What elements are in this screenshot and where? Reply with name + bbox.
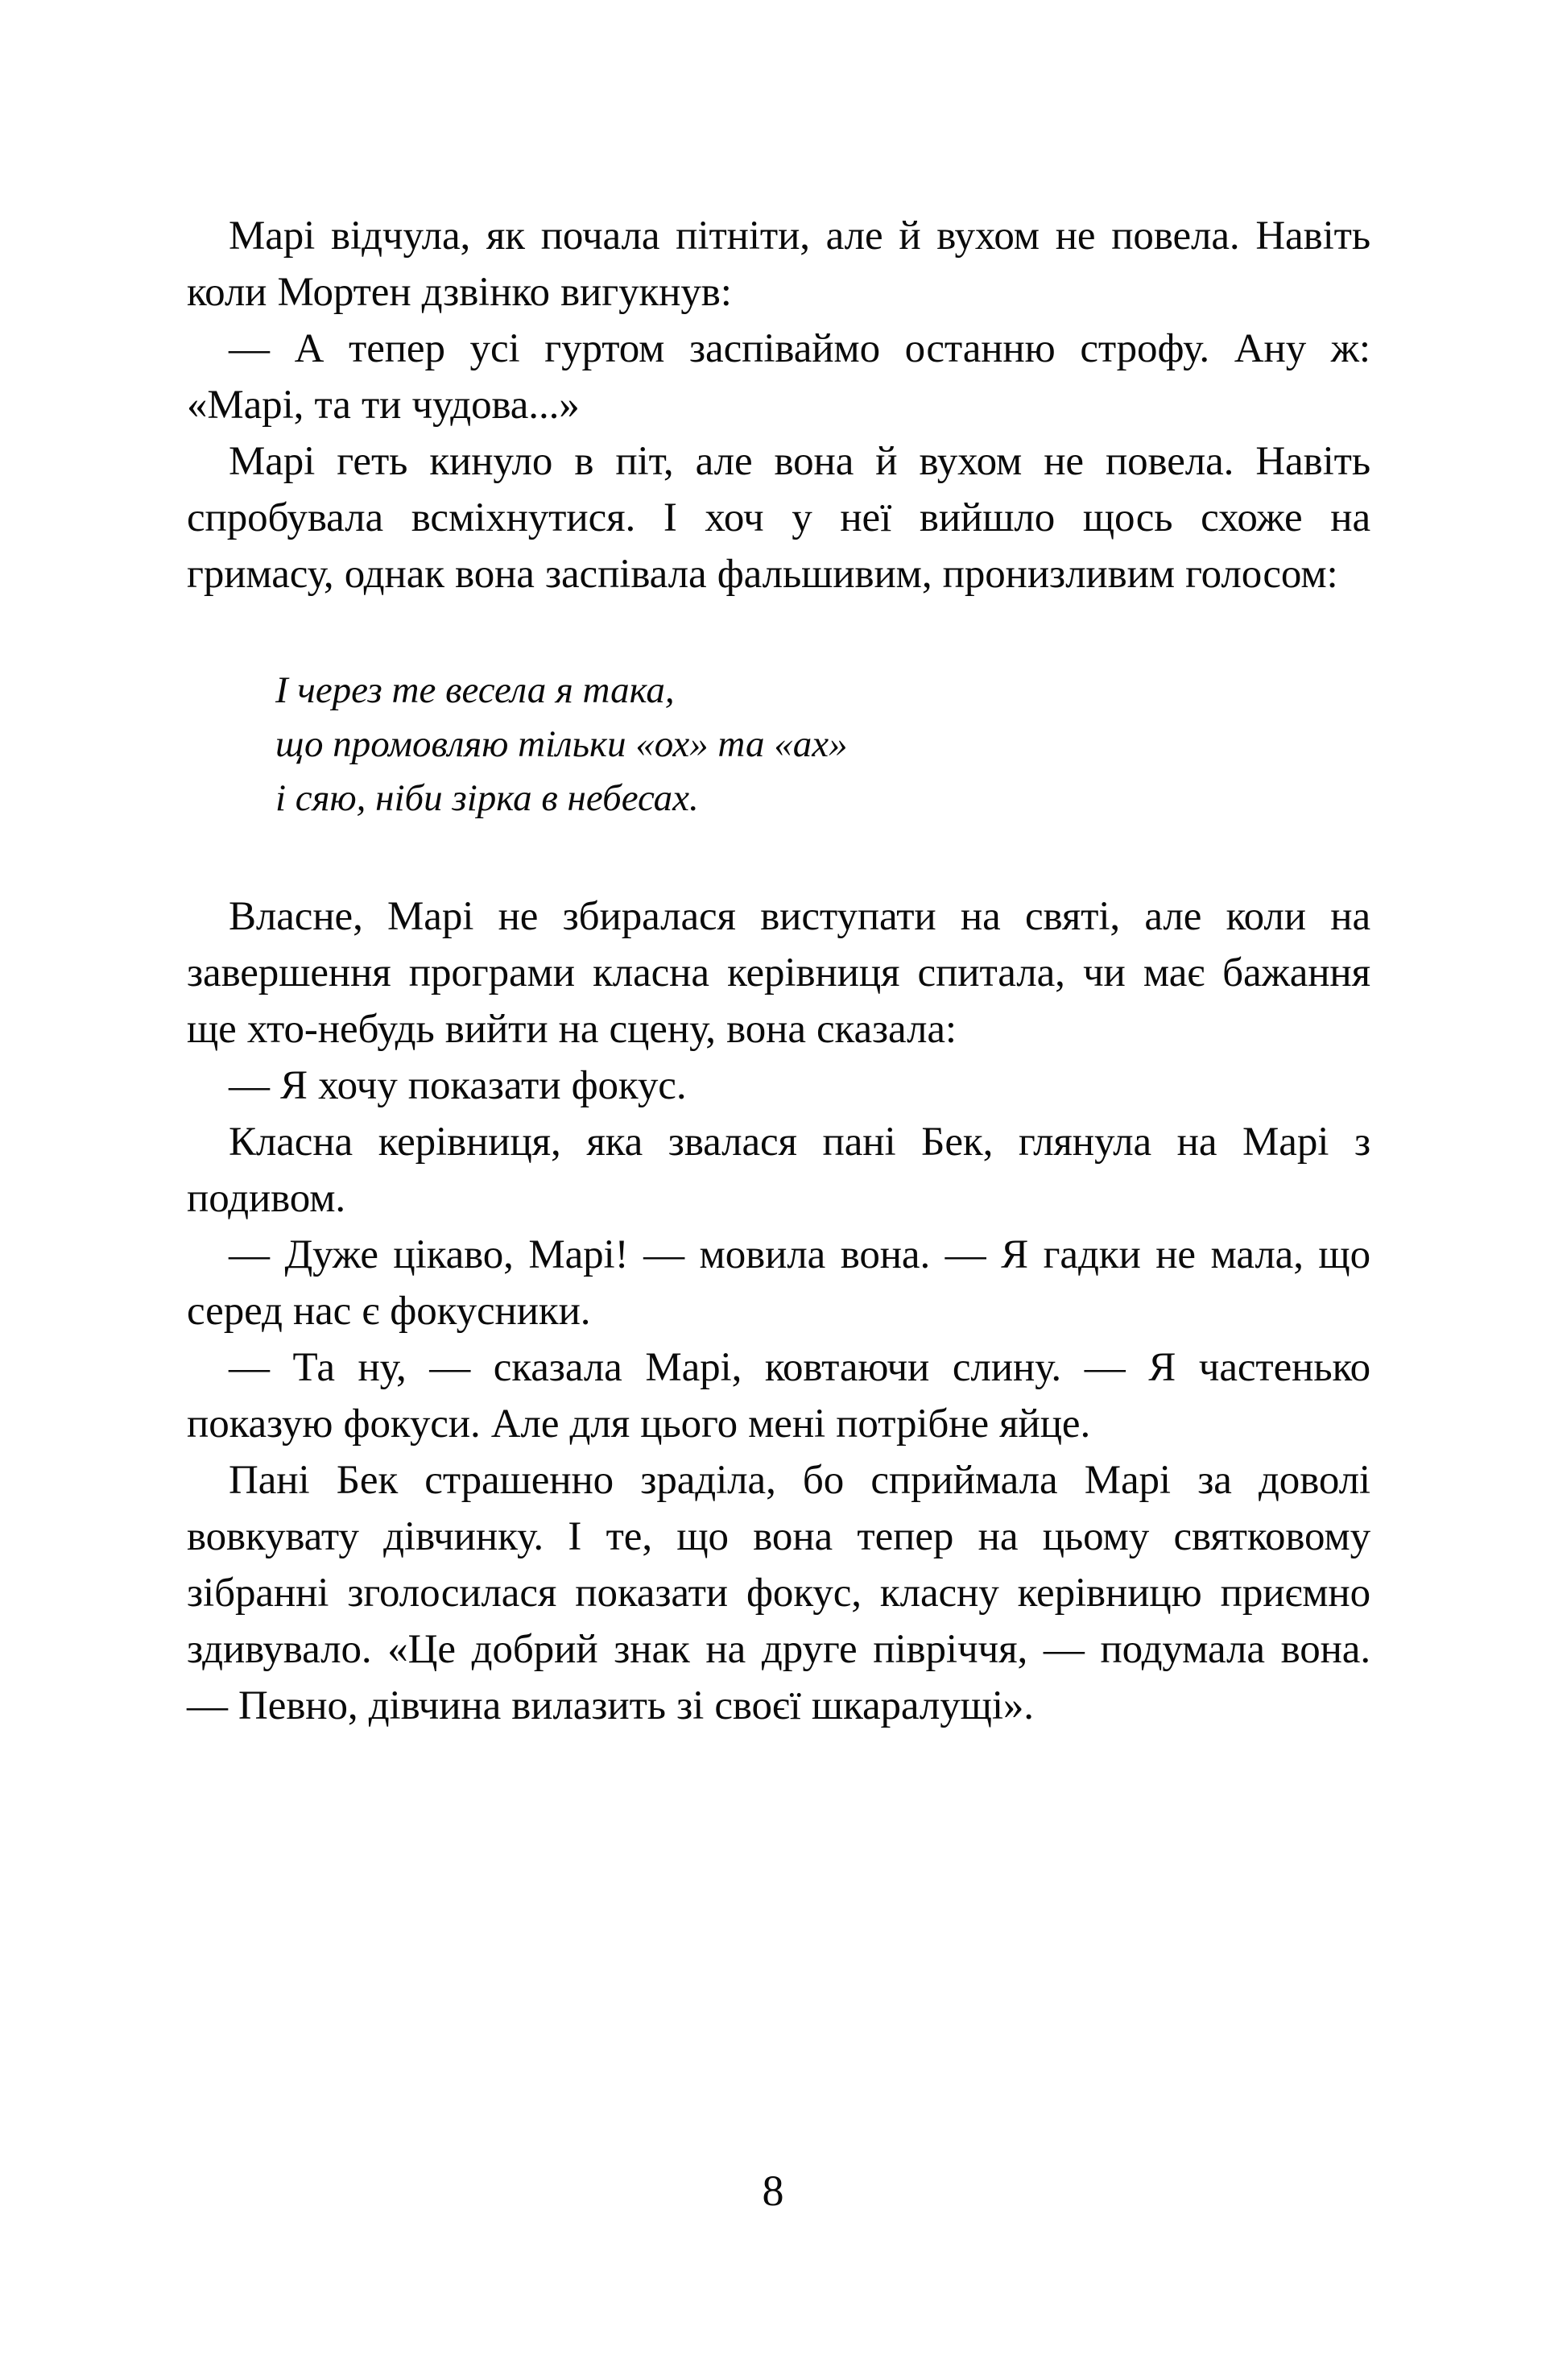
- paragraph-dialogue: — А тепер усі гуртом заспіваймо останню строфу. Ану ж: «Марі, та ти чудова...»: [187, 326, 1370, 428]
- verse-stanza: [187, 602, 1370, 888]
- page-number: 8: [762, 2167, 784, 2215]
- paragraph-dialogue: — Дуже цікаво, Марі! — мовила вона. — Я гадки не мала, що серед нас є фокусники.: [187, 1232, 1370, 1334]
- verse-line: і сяю, ніби зірка в небесах.: [275, 777, 699, 819]
- paragraph-dialogue: — Та ну, — сказала Марі, ковтаючи слину. — Я частенько показую фокуси. Але для цього мені потрібне яйце.: [187, 1345, 1370, 1447]
- paragraph-narrative: Класна керівниця, яка звалася пані Бек, глянула на Марі з подивом.: [187, 1120, 1370, 1221]
- page-text-block: [187, 208, 1370, 1734]
- verse-line: І через те весела я така,: [275, 669, 675, 711]
- paragraph-narrative: Марі відчула, як почала пітніти, але й вухом не повела. Навіть коли Мортен дзвінко вигукнув:: [187, 213, 1370, 315]
- paragraph-dialogue: — Я хочу показати фокус.: [229, 1063, 687, 1108]
- verse-line: що промовляю тільки «ох» та «ах»: [275, 723, 848, 765]
- paragraph-narrative: Марі геть кинуло в піт, але вона й вухом не повела. Навіть спробувала всміхнутися. І хоч у неї вийшло щось схоже на гримасу, однак вона заспівала фальшивим, пронизливим голосом:: [187, 439, 1370, 597]
- paragraph-narrative: Власне, Марі не збиралася виступати на святі, але коли на завершення програми класна керівниця спитала, чи має бажання ще хто-небудь вийти на сцену, вона сказала:: [187, 894, 1370, 1052]
- paragraph-narrative: Пані Бек страшенно зраділа, бо сприймала Марі за доволі вовкувату дівчинку. І те, що вона тепер на цьому святковому зібранні зголосилася показати фокус, класну керівницю приємно здивувало. «Це добрий знак на друге півріччя, — подумала вона. — Певно, дівчина вилазить зі своєї шкаралущі».: [187, 1458, 1370, 1728]
